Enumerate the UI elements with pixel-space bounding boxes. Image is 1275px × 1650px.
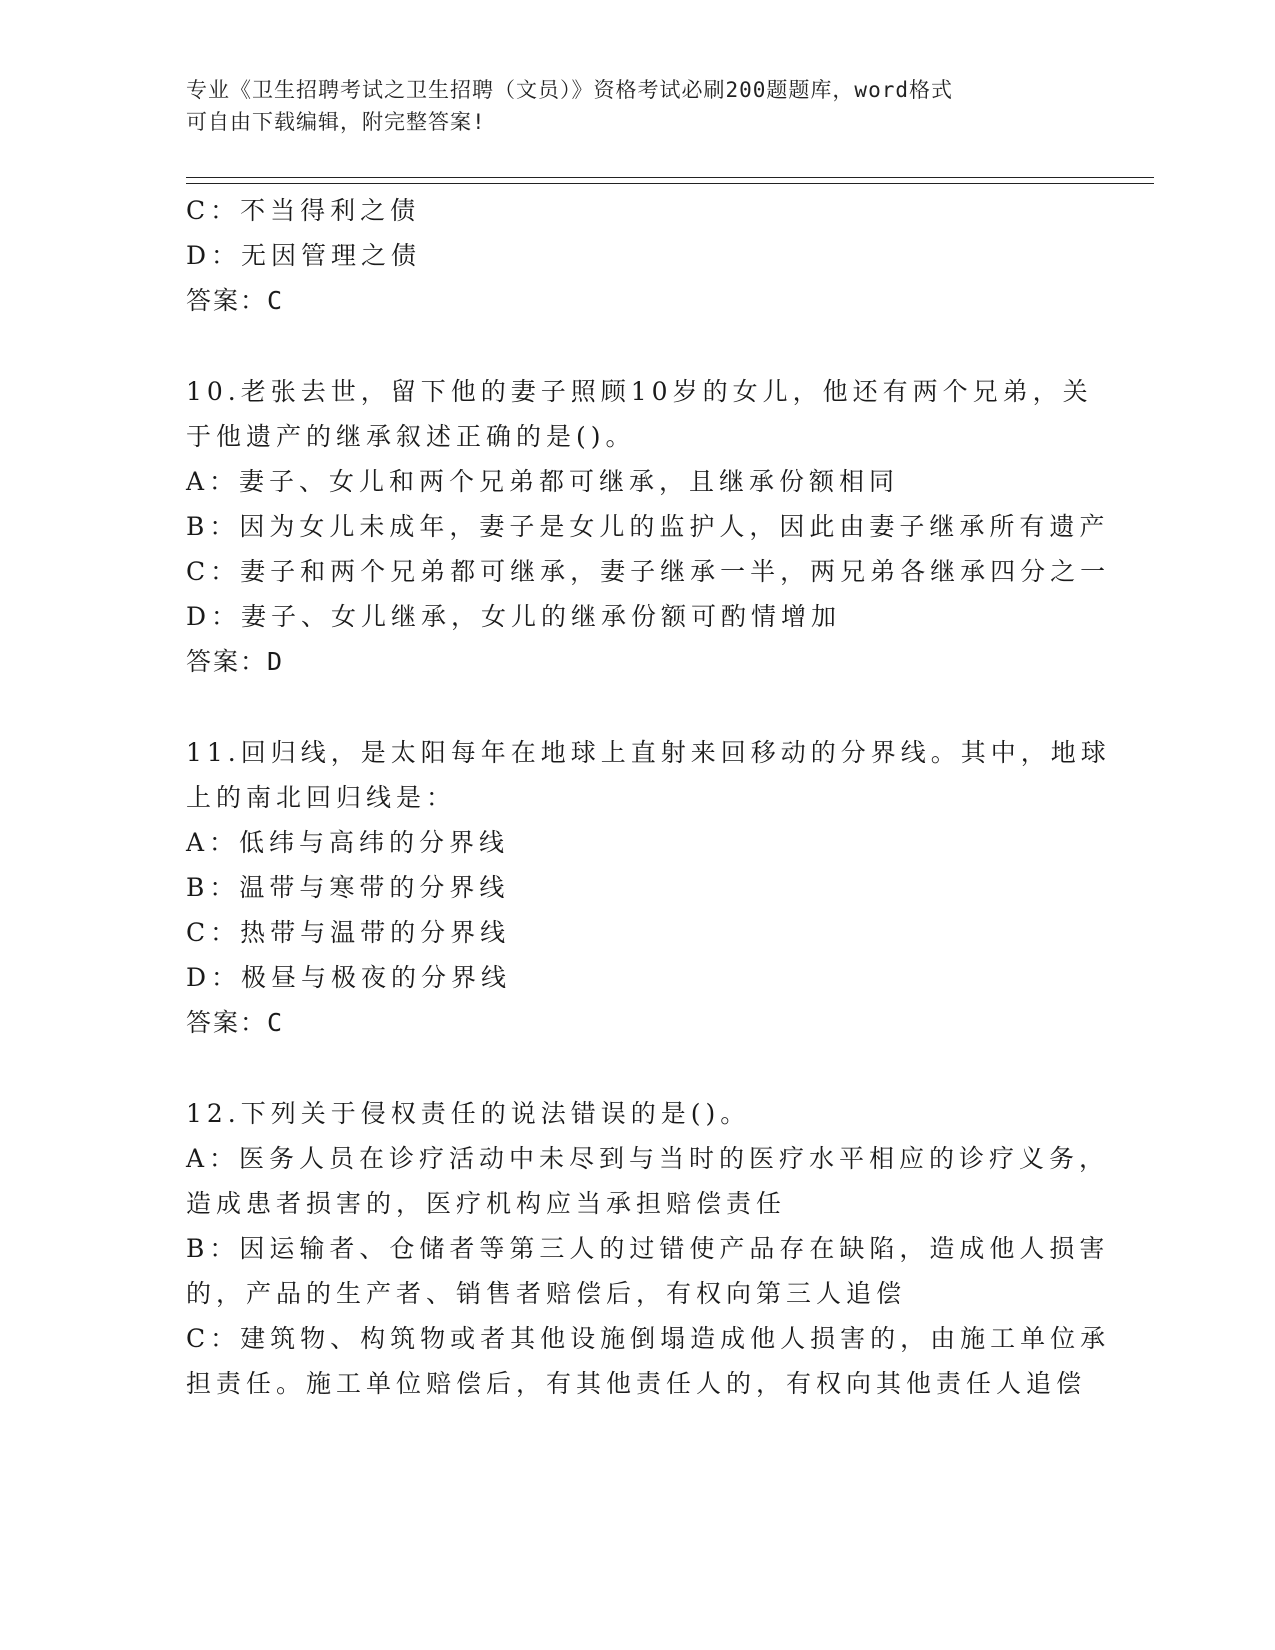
question-9-continuation (186, 188, 1086, 323)
question-stem: 于他遗产的继承叙述正确的是()。 (186, 422, 636, 451)
answer-value: C (267, 1008, 285, 1037)
option-b: B：因为女儿未成年，妻子是女儿的监护人，因此由妻子继承所有遗产 (186, 512, 1110, 541)
option-b: B：因运输者、仓储者等第三人的过错使产品存在缺陷，造成他人损害 (186, 1234, 1110, 1263)
option-c-continued: 担责任。施工单位赔偿后，有其他责任人的，有权向其他责任人追偿 (186, 1369, 1087, 1398)
answer-label: 答案： (186, 1008, 268, 1037)
option-d: D：极昼与极夜的分界线 (186, 963, 512, 992)
option-d: D：无因管理之债 (186, 241, 422, 270)
answer-line (186, 1000, 1086, 1045)
option-b: B：温带与寒带的分界线 (186, 873, 510, 902)
question-11 (186, 730, 1111, 1045)
question-10 (186, 369, 1111, 684)
spacer (186, 684, 1086, 730)
question-stem: 10.老张去世，留下他的妻子照顾10岁的女儿，他还有两个兄弟，关 (186, 377, 1093, 406)
spacer (186, 1045, 1086, 1091)
answer-line (186, 278, 1086, 323)
document-body (186, 188, 1111, 1406)
option-a: A：低纬与高纬的分界线 (186, 828, 510, 857)
option-a: A：妻子、女儿和两个兄弟都可继承，且继承份额相同 (186, 467, 900, 496)
question-12 (186, 1091, 1111, 1406)
option-c: C：热带与温带的分界线 (186, 918, 511, 947)
document-header (186, 74, 1066, 138)
question-stem: 11.回归线，是太阳每年在地球上直射来回移动的分界线。其中，地球 (186, 738, 1111, 767)
option-c: C：建筑物、构筑物或者其他设施倒塌造成他人损害的，由施工单位承 (186, 1324, 1111, 1353)
option-d: D：妻子、女儿继承，女儿的继承份额可酌情增加 (186, 602, 842, 631)
header-divider (186, 177, 1154, 184)
answer-value: D (267, 647, 285, 676)
option-a: A：医务人员在诊疗活动中未尽到与当时的医疗水平相应的诊疗义务， (186, 1144, 1110, 1173)
header-line-1: 专业《卫生招聘考试之卫生招聘（文员）》资格考试必刷200题题库，word格式 (186, 78, 953, 102)
option-c: C：不当得利之债 (186, 196, 421, 225)
question-stem: 上的南北回归线是： (186, 783, 457, 812)
question-stem: 12.下列关于侵权责任的说法错误的是()。 (186, 1099, 751, 1128)
option-c: C：妻子和两个兄弟都可继承，妻子继承一半，两兄弟各继承四分之一 (186, 557, 1111, 586)
answer-line (186, 639, 1086, 684)
header-line-2: 可自由下载编辑，附完整答案! (186, 110, 486, 134)
spacer (186, 323, 1086, 369)
answer-value: C (267, 286, 285, 315)
answer-label: 答案： (186, 286, 268, 315)
answer-label: 答案： (186, 647, 268, 676)
option-b-continued: 的，产品的生产者、销售者赔偿后，有权向第三人追偿 (186, 1279, 907, 1308)
option-a-continued: 造成患者损害的，医疗机构应当承担赔偿责任 (186, 1189, 787, 1218)
